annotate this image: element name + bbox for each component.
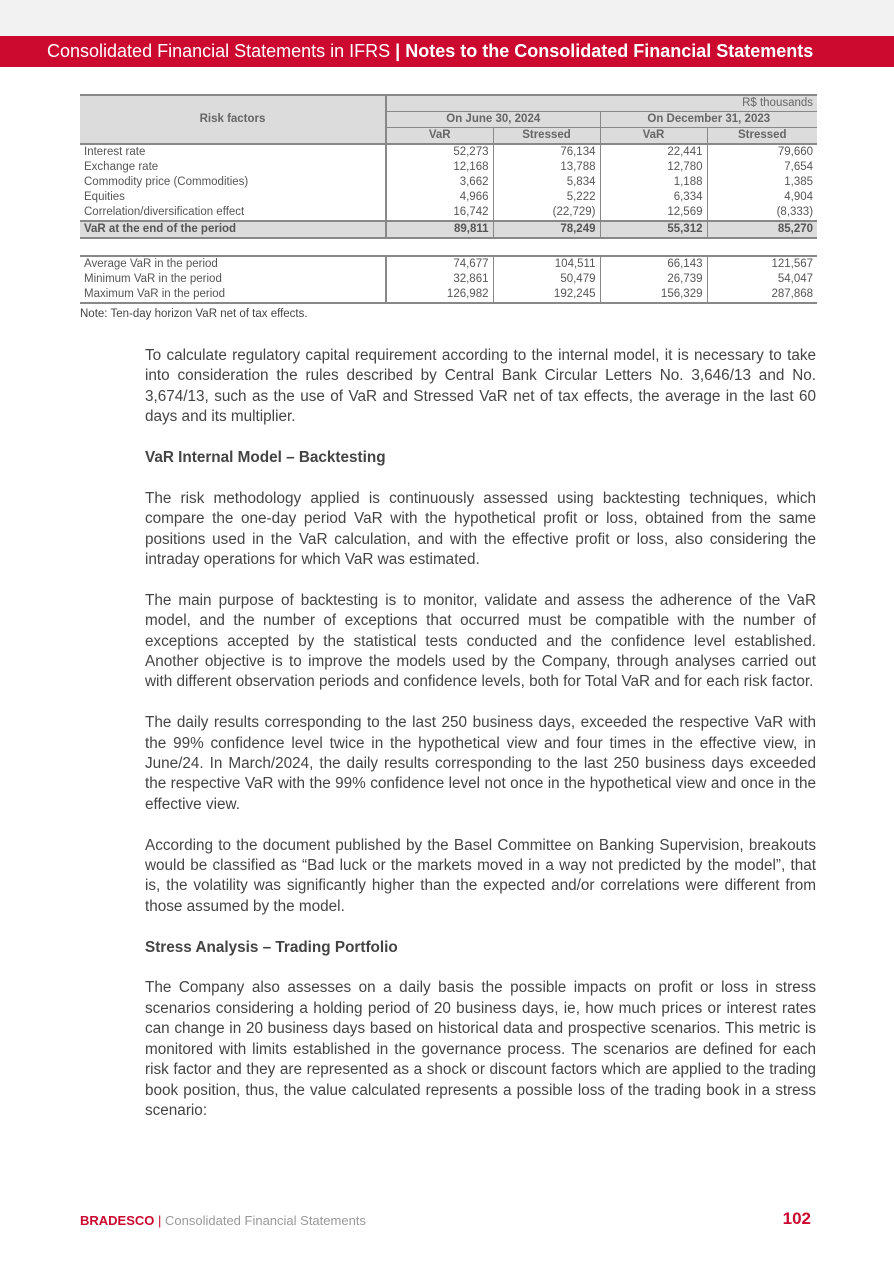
section-heading-backtesting: VaR Internal Model – Backtesting (145, 449, 386, 467)
footer-separator: | (154, 1213, 166, 1228)
section-heading-stress-analysis: Stress Analysis – Trading Portfolio (145, 938, 398, 956)
header-section-title: Consolidated Financial Statements in IFRS (47, 41, 391, 61)
paragraph: The Company also assesses on a daily basis the possible impacts on profit or loss in stress scenarios considering a holding period of 20 business days, ie, how much prices or interest rates can change in 20 business days based on historical data and prospective scenarios. This metric is monitored with limits established in the governance process. The scenarios are defined for each risk factor and they are represented as a shock or discount factors which are applied to the trading book position, thus, the value calculated represents a possible loss of the trading book in a stress scenario: (145, 979, 816, 1119)
col-stressed-1: Stressed (493, 128, 600, 145)
table-spacer (80, 238, 817, 256)
table-row: Equities 4,966 5,222 6,334 4,904 (80, 190, 817, 205)
footer (80, 1213, 366, 1228)
paragraph: The risk methodology applied is continuously assessed using backtesting techniques, which compare the one-day period VaR with the hypothetical profit or loss, obtained from the same positions used in the VaR calculation, and with the effective profit or loss, also considering the intraday operations for which VaR was estimated. (145, 489, 816, 569)
paragraph: The main purpose of backtesting is to monitor, validate and assess the adherence of the VaR model, and the number of exceptions that occurred must be compatible with the number of exceptions accepted by the statistical tests conducted and the confidence level established. Another objective is to improve the models used by the Company, through analyses carried out with different observation periods and confidence levels, both for Total VaR and for each risk factor. (145, 591, 816, 691)
col-var-2: VaR (600, 128, 707, 145)
period-june-2024-header: On June 30, 2024 (386, 112, 600, 128)
body-text (145, 346, 816, 1142)
footer-brand: BRADESCO (80, 1213, 155, 1228)
var-table (80, 94, 817, 304)
table-row: Average VaR in the period 74,677 104,511 66,143 121,567 (80, 256, 817, 272)
top-margin-strip (0, 0, 894, 36)
table-row: Correlation/diversification effect 16,742 (22,729) 12,569 (8,333) (80, 205, 817, 221)
page-header-banner (0, 36, 894, 67)
period-dec-2023-header: On December 31, 2023 (600, 112, 817, 128)
unit-label: R$ thousands (386, 95, 817, 112)
total-row: VaR at the end of the period 89,811 78,249 55,312 85,270 (80, 221, 817, 238)
table-row: Commodity price (Commodities) 3,662 5,834 1,188 1,385 (80, 175, 817, 190)
risk-factors-header: Risk factors (80, 95, 386, 144)
paragraph: The daily results corresponding to the last 250 business days, exceeded the respective VaR with the 99% confidence level twice in the hypothetical view and four times in the effective view, in June/24. In March/2024, the daily results corresponding to the last 250 business days exceeded the respective VaR with the 99% confidence level not once in the hypothetical view and once in the effective view. (145, 714, 816, 813)
paragraph: According to the document published by the Basel Committee on Banking Supervision, breakouts would be classified as “Bad luck or the markets moved in a way not predicted by the model”, that is, the volatility was significantly higher than the expected and/or correlations were different from those assumed by the model. (145, 836, 816, 915)
table-row: Interest rate 52,273 76,134 22,441 79,660 (80, 144, 817, 160)
paragraph: To calculate regulatory capital requirement according to the internal model, it is necessary to take into consideration the rules described by Central Bank Circular Letters No. 3,646/13 and No. 3,674/13, such as the use of VaR and Stressed VaR net of tax effects, the average in the last 60 days and its multiplier. (145, 347, 816, 426)
table-row: Maximum VaR in the period 126,982 192,245 156,329 287,868 (80, 287, 817, 303)
table-note: Note: Ten-day horizon VaR net of tax effects. (80, 308, 308, 320)
table-row: Minimum VaR in the period 32,861 50,479 26,739 54,047 (80, 272, 817, 287)
page-number: 102 (782, 1209, 811, 1228)
header-subsection-title: Notes to the Consolidated Financial Statements (405, 41, 814, 61)
header-separator: | (390, 41, 406, 61)
col-stressed-2: Stressed (707, 128, 817, 145)
col-var-1: VaR (386, 128, 493, 145)
table-row: Exchange rate 12,168 13,788 12,780 7,654 (80, 160, 817, 175)
footer-title: Consolidated Financial Statements (165, 1213, 366, 1228)
